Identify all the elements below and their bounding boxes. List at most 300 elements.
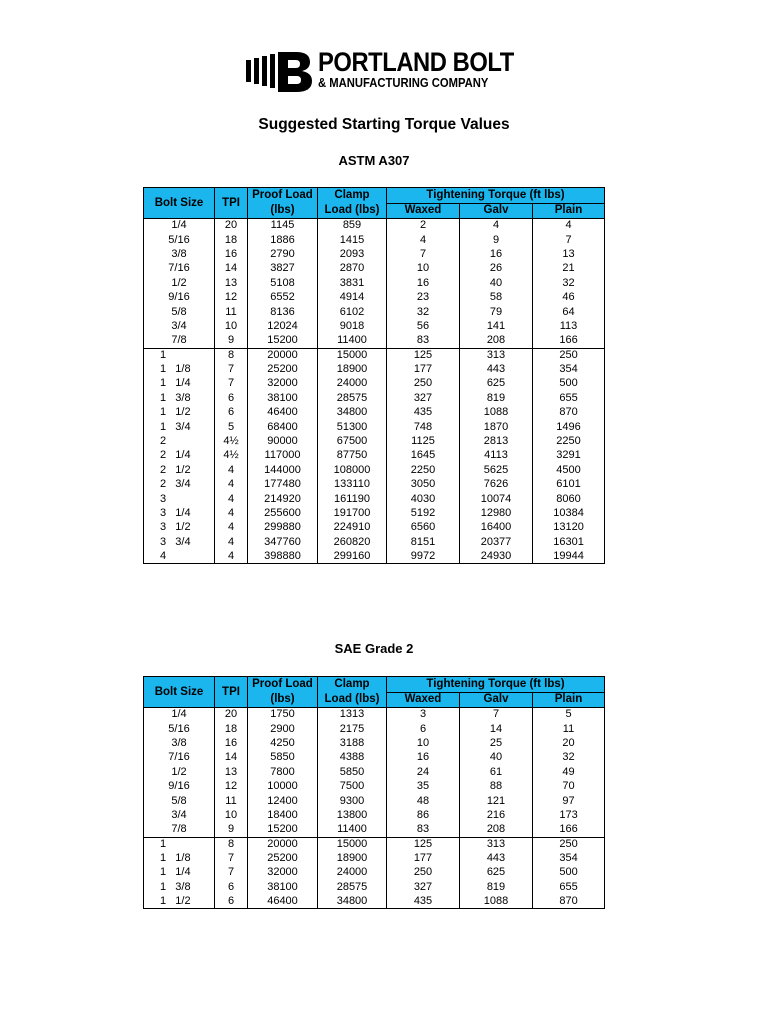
cell-tpi: 13	[215, 276, 248, 290]
cell-bolt-size: 7/8	[144, 823, 215, 837]
header-proof-load: Proof Load	[248, 677, 318, 693]
cell-proof-load: 46400	[248, 895, 318, 909]
cell-tpi: 18	[215, 233, 248, 247]
header-bolt-size: Bolt Size	[144, 677, 215, 708]
cell-bolt-size: 1 1/8	[144, 362, 215, 376]
cell-waxed: 7	[387, 247, 460, 261]
cell-proof-load: 32000	[248, 377, 318, 391]
cell-plain: 16301	[533, 535, 605, 549]
cell-bolt-size: 9/16	[144, 779, 215, 793]
cell-bolt-size: 1 1/2	[144, 895, 215, 909]
cell-clamp-load: 3188	[318, 736, 387, 750]
cell-tpi: 14	[215, 262, 248, 276]
cell-galv: 1088	[460, 895, 533, 909]
cell-proof-load: 117000	[248, 449, 318, 463]
table-row	[144, 794, 605, 808]
cell-waxed: 35	[387, 779, 460, 793]
logo-company-subtitle: & MANUFACTURING COMPANY	[318, 76, 489, 90]
cell-tpi: 6	[215, 406, 248, 420]
cell-galv: 443	[460, 851, 533, 865]
cell-galv: 88	[460, 779, 533, 793]
cell-tpi: 12	[215, 290, 248, 304]
cell-bolt-size: 9/16	[144, 290, 215, 304]
cell-proof-load: 3827	[248, 262, 318, 276]
cell-proof-load: 25200	[248, 851, 318, 865]
cell-waxed: 2	[387, 219, 460, 233]
cell-galv: 16400	[460, 521, 533, 535]
table-row	[144, 334, 605, 348]
cell-bolt-size: 2 3/4	[144, 478, 215, 492]
cell-tpi: 6	[215, 880, 248, 894]
cell-bolt-size: 1/4	[144, 219, 215, 233]
cell-plain: 3291	[533, 449, 605, 463]
table-row	[144, 837, 605, 851]
cell-galv: 20377	[460, 535, 533, 549]
cell-tpi: 8	[215, 837, 248, 851]
cell-waxed: 327	[387, 391, 460, 405]
cell-bolt-size: 5/8	[144, 794, 215, 808]
cell-tpi: 10	[215, 808, 248, 822]
cell-galv: 12980	[460, 506, 533, 520]
cell-galv: 121	[460, 794, 533, 808]
cell-clamp-load: 299160	[318, 549, 387, 563]
cell-clamp-load: 51300	[318, 420, 387, 434]
cell-tpi: 4	[215, 549, 248, 563]
cell-proof-load: 1886	[248, 233, 318, 247]
cell-proof-load: 299880	[248, 521, 318, 535]
cell-plain: 70	[533, 779, 605, 793]
cell-waxed: 250	[387, 866, 460, 880]
cell-plain: 166	[533, 823, 605, 837]
cell-clamp-load: 133110	[318, 478, 387, 492]
cell-proof-load: 1750	[248, 708, 318, 722]
table-row	[144, 779, 605, 793]
cell-plain: 19944	[533, 549, 605, 563]
cell-galv: 216	[460, 808, 533, 822]
logo-company-name: PORTLAND BOLT	[318, 47, 514, 77]
cell-clamp-load: 161190	[318, 492, 387, 506]
cell-bolt-size: 1/2	[144, 765, 215, 779]
cell-clamp-load: 224910	[318, 521, 387, 535]
cell-galv: 10074	[460, 492, 533, 506]
cell-tpi: 16	[215, 247, 248, 261]
cell-waxed: 32	[387, 305, 460, 319]
table-row	[144, 478, 605, 492]
cell-galv: 4113	[460, 449, 533, 463]
table-row	[144, 276, 605, 290]
cell-waxed: 10	[387, 262, 460, 276]
cell-plain: 21	[533, 262, 605, 276]
cell-proof-load: 4250	[248, 736, 318, 750]
cell-plain: 870	[533, 895, 605, 909]
cell-clamp-load: 24000	[318, 866, 387, 880]
table-row	[144, 895, 605, 909]
cell-clamp-load: 9300	[318, 794, 387, 808]
cell-waxed: 177	[387, 851, 460, 865]
cell-waxed: 16	[387, 751, 460, 765]
header-proof-load: Proof Load	[248, 188, 318, 204]
cell-plain: 32	[533, 751, 605, 765]
cell-galv: 141	[460, 319, 533, 333]
cell-tpi: 5	[215, 420, 248, 434]
cell-proof-load: 2790	[248, 247, 318, 261]
table-row	[144, 262, 605, 276]
cell-galv: 58	[460, 290, 533, 304]
cell-tpi: 14	[215, 751, 248, 765]
cell-plain: 500	[533, 377, 605, 391]
table-row	[144, 463, 605, 477]
cell-bolt-size: 1 1/4	[144, 377, 215, 391]
cell-plain: 6101	[533, 478, 605, 492]
table-row	[144, 851, 605, 865]
cell-proof-load: 1145	[248, 219, 318, 233]
cell-tpi: 4½	[215, 449, 248, 463]
cell-tpi: 16	[215, 736, 248, 750]
cell-bolt-size: 5/16	[144, 233, 215, 247]
cell-plain: 250	[533, 837, 605, 851]
cell-tpi: 7	[215, 377, 248, 391]
cell-waxed: 1645	[387, 449, 460, 463]
cell-proof-load: 20000	[248, 837, 318, 851]
cell-clamp-load: 11400	[318, 334, 387, 348]
table-row	[144, 247, 605, 261]
table-row	[144, 506, 605, 520]
cell-clamp-load: 87750	[318, 449, 387, 463]
cell-plain: 173	[533, 808, 605, 822]
cell-clamp-load: 5850	[318, 765, 387, 779]
cell-waxed: 435	[387, 895, 460, 909]
table-row	[144, 348, 605, 362]
cell-proof-load: 20000	[248, 348, 318, 362]
cell-bolt-size: 3 1/2	[144, 521, 215, 535]
cell-bolt-size: 3/8	[144, 247, 215, 261]
header-tpi: TPI	[215, 677, 248, 708]
table-row	[144, 319, 605, 333]
table-row	[144, 219, 605, 233]
cell-plain: 11	[533, 722, 605, 736]
table-row	[144, 765, 605, 779]
header-proof-load-unit: (lbs)	[248, 692, 318, 708]
cell-waxed: 748	[387, 420, 460, 434]
cell-plain: 32	[533, 276, 605, 290]
cell-tpi: 18	[215, 722, 248, 736]
cell-clamp-load: 28575	[318, 880, 387, 894]
cell-proof-load: 214920	[248, 492, 318, 506]
table-row	[144, 420, 605, 434]
cell-bolt-size: 3/8	[144, 736, 215, 750]
cell-clamp-load: 4388	[318, 751, 387, 765]
table-row	[144, 492, 605, 506]
cell-tpi: 11	[215, 794, 248, 808]
cell-tpi: 4	[215, 506, 248, 520]
cell-tpi: 4	[215, 492, 248, 506]
cell-bolt-size: 1	[144, 837, 215, 851]
cell-tpi: 4	[215, 521, 248, 535]
cell-tpi: 13	[215, 765, 248, 779]
cell-galv: 1088	[460, 406, 533, 420]
cell-tpi: 10	[215, 319, 248, 333]
cell-plain: 64	[533, 305, 605, 319]
header-tpi: TPI	[215, 188, 248, 219]
page-title: Suggested Starting Torque Values	[258, 116, 510, 133]
cell-galv: 61	[460, 765, 533, 779]
cell-galv: 7	[460, 708, 533, 722]
cell-tpi: 12	[215, 779, 248, 793]
cell-clamp-load: 1313	[318, 708, 387, 722]
cell-waxed: 23	[387, 290, 460, 304]
table-row	[144, 751, 605, 765]
cell-waxed: 4	[387, 233, 460, 247]
cell-bolt-size: 2 1/4	[144, 449, 215, 463]
cell-waxed: 435	[387, 406, 460, 420]
cell-waxed: 3050	[387, 478, 460, 492]
header-clamp-load: Clamp	[318, 188, 387, 204]
cell-plain: 4500	[533, 463, 605, 477]
cell-tpi: 20	[215, 219, 248, 233]
cell-galv: 26	[460, 262, 533, 276]
cell-plain: 4	[533, 219, 605, 233]
cell-bolt-size: 4	[144, 549, 215, 563]
cell-galv: 40	[460, 276, 533, 290]
cell-plain: 1496	[533, 420, 605, 434]
cell-galv: 24930	[460, 549, 533, 563]
cell-plain: 5	[533, 708, 605, 722]
cell-waxed: 8151	[387, 535, 460, 549]
cell-waxed: 56	[387, 319, 460, 333]
cell-plain: 655	[533, 391, 605, 405]
table-row	[144, 290, 605, 304]
cell-waxed: 1125	[387, 434, 460, 448]
cell-proof-load: 15200	[248, 334, 318, 348]
table-row	[144, 808, 605, 822]
cell-galv: 208	[460, 334, 533, 348]
cell-proof-load: 398880	[248, 549, 318, 563]
cell-plain: 655	[533, 880, 605, 894]
cell-bolt-size: 1 3/4	[144, 420, 215, 434]
cell-proof-load: 15200	[248, 823, 318, 837]
cell-galv: 819	[460, 880, 533, 894]
cell-clamp-load: 9018	[318, 319, 387, 333]
cell-waxed: 2250	[387, 463, 460, 477]
cell-bolt-size: 1 1/8	[144, 851, 215, 865]
cell-tpi: 4	[215, 535, 248, 549]
cell-clamp-load: 108000	[318, 463, 387, 477]
cell-bolt-size: 7/16	[144, 751, 215, 765]
header-galv: Galv	[460, 203, 533, 219]
header-waxed: Waxed	[387, 692, 460, 708]
cell-proof-load: 46400	[248, 406, 318, 420]
cell-tpi: 6	[215, 895, 248, 909]
cell-clamp-load: 11400	[318, 823, 387, 837]
cell-waxed: 177	[387, 362, 460, 376]
table-row	[144, 866, 605, 880]
cell-waxed: 24	[387, 765, 460, 779]
header-plain: Plain	[533, 692, 605, 708]
cell-plain: 354	[533, 851, 605, 865]
cell-bolt-size: 1	[144, 348, 215, 362]
cell-waxed: 9972	[387, 549, 460, 563]
cell-clamp-load: 28575	[318, 391, 387, 405]
header-bolt-size: Bolt Size	[144, 188, 215, 219]
company-logo	[244, 44, 514, 96]
cell-bolt-size: 3 3/4	[144, 535, 215, 549]
cell-proof-load: 32000	[248, 866, 318, 880]
cell-bolt-size: 1 1/4	[144, 866, 215, 880]
cell-plain: 20	[533, 736, 605, 750]
section-title-sae-grade-2: SAE Grade 2	[334, 641, 414, 656]
cell-bolt-size: 1 1/2	[144, 406, 215, 420]
cell-proof-load: 18400	[248, 808, 318, 822]
cell-galv: 1870	[460, 420, 533, 434]
cell-bolt-size: 3/4	[144, 319, 215, 333]
cell-clamp-load: 34800	[318, 895, 387, 909]
cell-bolt-size: 1/4	[144, 708, 215, 722]
cell-bolt-size: 5/16	[144, 722, 215, 736]
cell-bolt-size: 3 1/4	[144, 506, 215, 520]
cell-galv: 14	[460, 722, 533, 736]
cell-bolt-size: 7/16	[144, 262, 215, 276]
cell-plain: 46	[533, 290, 605, 304]
cell-bolt-size: 2 1/2	[144, 463, 215, 477]
cell-plain: 8060	[533, 492, 605, 506]
cell-clamp-load: 18900	[318, 851, 387, 865]
cell-galv: 819	[460, 391, 533, 405]
cell-galv: 625	[460, 866, 533, 880]
cell-clamp-load: 4914	[318, 290, 387, 304]
cell-waxed: 6	[387, 722, 460, 736]
cell-plain: 49	[533, 765, 605, 779]
cell-proof-load: 2900	[248, 722, 318, 736]
cell-waxed: 5192	[387, 506, 460, 520]
cell-waxed: 16	[387, 276, 460, 290]
cell-clamp-load: 260820	[318, 535, 387, 549]
table-row	[144, 449, 605, 463]
table-body	[144, 708, 605, 909]
cell-proof-load: 5108	[248, 276, 318, 290]
cell-plain: 97	[533, 794, 605, 808]
cell-plain: 7	[533, 233, 605, 247]
cell-waxed: 327	[387, 880, 460, 894]
header-proof-load-unit: (lbs)	[248, 203, 318, 219]
table-row	[144, 708, 605, 722]
cell-plain: 10384	[533, 506, 605, 520]
cell-proof-load: 177480	[248, 478, 318, 492]
cell-tpi: 7	[215, 851, 248, 865]
cell-proof-load: 90000	[248, 434, 318, 448]
cell-galv: 40	[460, 751, 533, 765]
cell-clamp-load: 18900	[318, 362, 387, 376]
table-body	[144, 219, 605, 564]
table-row	[144, 406, 605, 420]
cell-clamp-load: 859	[318, 219, 387, 233]
cell-waxed: 83	[387, 823, 460, 837]
cell-tpi: 8	[215, 348, 248, 362]
table-row	[144, 362, 605, 376]
cell-tpi: 4	[215, 463, 248, 477]
cell-waxed: 3	[387, 708, 460, 722]
header-clamp-load-unit: Load (lbs)	[318, 203, 387, 219]
cell-bolt-size: 2	[144, 434, 215, 448]
table-row	[144, 305, 605, 319]
cell-galv: 443	[460, 362, 533, 376]
table-row	[144, 736, 605, 750]
cell-plain: 2250	[533, 434, 605, 448]
cell-tpi: 20	[215, 708, 248, 722]
cell-bolt-size: 3	[144, 492, 215, 506]
cell-waxed: 125	[387, 837, 460, 851]
table-row	[144, 391, 605, 405]
cell-waxed: 83	[387, 334, 460, 348]
table-row	[144, 880, 605, 894]
header-galv: Galv	[460, 692, 533, 708]
table-row	[144, 233, 605, 247]
cell-tpi: 9	[215, 334, 248, 348]
cell-waxed: 10	[387, 736, 460, 750]
cell-galv: 208	[460, 823, 533, 837]
cell-tpi: 6	[215, 391, 248, 405]
cell-clamp-load: 15000	[318, 348, 387, 362]
cell-clamp-load: 13800	[318, 808, 387, 822]
cell-galv: 9	[460, 233, 533, 247]
cell-proof-load: 38100	[248, 880, 318, 894]
cell-proof-load: 68400	[248, 420, 318, 434]
cell-plain: 354	[533, 362, 605, 376]
header-clamp-load-unit: Load (lbs)	[318, 692, 387, 708]
header-clamp-load: Clamp	[318, 677, 387, 693]
cell-waxed: 48	[387, 794, 460, 808]
cell-proof-load: 347760	[248, 535, 318, 549]
cell-plain: 13120	[533, 521, 605, 535]
cell-tpi: 7	[215, 866, 248, 880]
cell-bolt-size: 5/8	[144, 305, 215, 319]
cell-galv: 16	[460, 247, 533, 261]
cell-galv: 313	[460, 837, 533, 851]
bolt-logo-icon	[244, 48, 314, 94]
cell-proof-load: 12400	[248, 794, 318, 808]
section-title-astm-a307: ASTM A307	[338, 153, 410, 168]
cell-proof-load: 144000	[248, 463, 318, 477]
cell-bolt-size: 3/4	[144, 808, 215, 822]
cell-galv: 625	[460, 377, 533, 391]
cell-waxed: 6560	[387, 521, 460, 535]
table-row	[144, 521, 605, 535]
header-tightening-torque: Tightening Torque (ft lbs)	[387, 188, 605, 204]
table-row	[144, 722, 605, 736]
cell-clamp-load: 2870	[318, 262, 387, 276]
torque-table-astm-a307	[143, 187, 605, 564]
cell-proof-load: 5850	[248, 751, 318, 765]
cell-galv: 25	[460, 736, 533, 750]
cell-clamp-load: 2093	[318, 247, 387, 261]
table-row	[144, 535, 605, 549]
cell-clamp-load: 24000	[318, 377, 387, 391]
cell-proof-load: 6552	[248, 290, 318, 304]
cell-plain: 500	[533, 866, 605, 880]
cell-bolt-size: 1 3/8	[144, 391, 215, 405]
cell-tpi: 4½	[215, 434, 248, 448]
torque-table-sae-grade-2	[143, 676, 605, 909]
cell-tpi: 9	[215, 823, 248, 837]
cell-clamp-load: 7500	[318, 779, 387, 793]
cell-clamp-load: 6102	[318, 305, 387, 319]
cell-waxed: 250	[387, 377, 460, 391]
cell-clamp-load: 15000	[318, 837, 387, 851]
cell-galv: 4	[460, 219, 533, 233]
cell-tpi: 7	[215, 362, 248, 376]
cell-clamp-load: 1415	[318, 233, 387, 247]
cell-bolt-size: 1/2	[144, 276, 215, 290]
cell-proof-load: 12024	[248, 319, 318, 333]
